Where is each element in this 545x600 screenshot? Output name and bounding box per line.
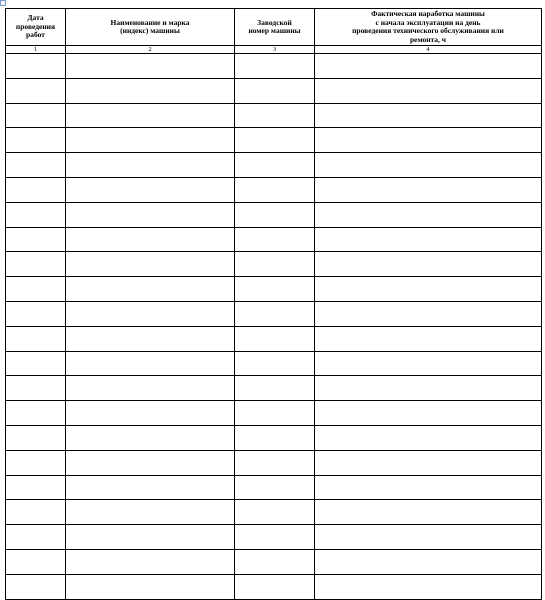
cell-machine-name[interactable] bbox=[66, 450, 235, 475]
cell-operating-hours[interactable] bbox=[315, 500, 542, 525]
cell-machine-name[interactable] bbox=[66, 401, 235, 426]
cell-operating-hours[interactable] bbox=[315, 326, 542, 351]
table-row bbox=[6, 54, 542, 79]
cell-serial-number[interactable] bbox=[235, 425, 315, 450]
cell-serial-number[interactable] bbox=[235, 450, 315, 475]
header-date: Дата проведения работ bbox=[6, 9, 66, 46]
cell-machine-name[interactable] bbox=[66, 54, 235, 79]
table-body bbox=[6, 54, 542, 600]
table-row bbox=[6, 153, 542, 178]
table-row bbox=[6, 425, 542, 450]
column-number: 4 bbox=[315, 46, 542, 54]
cell-date[interactable] bbox=[6, 128, 66, 153]
cell-date[interactable] bbox=[6, 277, 66, 302]
cell-operating-hours[interactable] bbox=[315, 128, 542, 153]
cell-operating-hours[interactable] bbox=[315, 153, 542, 178]
column-number: 1 bbox=[6, 46, 66, 54]
cell-machine-name[interactable] bbox=[66, 475, 235, 500]
cell-date[interactable] bbox=[6, 549, 66, 574]
cell-date[interactable] bbox=[6, 54, 66, 79]
cell-machine-name[interactable] bbox=[66, 78, 235, 103]
cell-machine-name[interactable] bbox=[66, 277, 235, 302]
cell-serial-number[interactable] bbox=[235, 351, 315, 376]
cell-machine-name[interactable] bbox=[66, 574, 235, 599]
cell-serial-number[interactable] bbox=[235, 301, 315, 326]
cell-serial-number[interactable] bbox=[235, 227, 315, 252]
cell-serial-number[interactable] bbox=[235, 54, 315, 79]
cell-date[interactable] bbox=[6, 177, 66, 202]
cell-operating-hours[interactable] bbox=[315, 376, 542, 401]
maintenance-log-table bbox=[5, 8, 542, 600]
table-row bbox=[6, 227, 542, 252]
cell-date[interactable] bbox=[6, 252, 66, 277]
cell-operating-hours[interactable] bbox=[315, 425, 542, 450]
table-row bbox=[6, 301, 542, 326]
cell-operating-hours[interactable] bbox=[315, 78, 542, 103]
cell-date[interactable] bbox=[6, 227, 66, 252]
header-row bbox=[6, 9, 542, 46]
cell-operating-hours[interactable] bbox=[315, 252, 542, 277]
header-machine-name: Наименование и марка (индекс) машины bbox=[66, 9, 235, 46]
cell-serial-number[interactable] bbox=[235, 78, 315, 103]
column-number-row bbox=[6, 46, 542, 54]
cell-serial-number[interactable] bbox=[235, 177, 315, 202]
cell-date[interactable] bbox=[6, 376, 66, 401]
cell-serial-number[interactable] bbox=[235, 549, 315, 574]
cell-machine-name[interactable] bbox=[66, 525, 235, 550]
cell-machine-name[interactable] bbox=[66, 351, 235, 376]
cell-serial-number[interactable] bbox=[235, 153, 315, 178]
cell-serial-number[interactable] bbox=[235, 277, 315, 302]
table-row bbox=[6, 177, 542, 202]
cell-operating-hours[interactable] bbox=[315, 351, 542, 376]
cell-date[interactable] bbox=[6, 301, 66, 326]
cell-operating-hours[interactable] bbox=[315, 227, 542, 252]
table-row bbox=[6, 574, 542, 599]
cell-date[interactable] bbox=[6, 475, 66, 500]
table-row bbox=[6, 351, 542, 376]
table-row bbox=[6, 78, 542, 103]
cell-operating-hours[interactable] bbox=[315, 450, 542, 475]
table-row bbox=[6, 500, 542, 525]
cell-date[interactable] bbox=[6, 103, 66, 128]
anchor-marker-icon bbox=[0, 0, 6, 6]
cell-date[interactable] bbox=[6, 450, 66, 475]
cell-serial-number[interactable] bbox=[235, 500, 315, 525]
cell-machine-name[interactable] bbox=[66, 128, 235, 153]
cell-serial-number[interactable] bbox=[235, 525, 315, 550]
cell-serial-number[interactable] bbox=[235, 376, 315, 401]
cell-machine-name[interactable] bbox=[66, 252, 235, 277]
table-row bbox=[6, 475, 542, 500]
cell-machine-name[interactable] bbox=[66, 326, 235, 351]
cell-operating-hours[interactable] bbox=[315, 202, 542, 227]
cell-operating-hours[interactable] bbox=[315, 277, 542, 302]
header-serial-number: Заводской номер машины bbox=[235, 9, 315, 46]
table-row bbox=[6, 401, 542, 426]
cell-operating-hours[interactable] bbox=[315, 475, 542, 500]
cell-date[interactable] bbox=[6, 401, 66, 426]
cell-serial-number[interactable] bbox=[235, 103, 315, 128]
header-operating-hours: Фактическая наработка машины с начала эксплуатации на день проведения технического обслуживания или ремонта, ч bbox=[315, 9, 542, 46]
cell-operating-hours[interactable] bbox=[315, 525, 542, 550]
cell-date[interactable] bbox=[6, 326, 66, 351]
cell-date[interactable] bbox=[6, 351, 66, 376]
cell-machine-name[interactable] bbox=[66, 153, 235, 178]
cell-operating-hours[interactable] bbox=[315, 401, 542, 426]
table-row bbox=[6, 326, 542, 351]
cell-operating-hours[interactable] bbox=[315, 549, 542, 574]
cell-serial-number[interactable] bbox=[235, 326, 315, 351]
cell-serial-number[interactable] bbox=[235, 475, 315, 500]
column-number: 3 bbox=[235, 46, 315, 54]
cell-machine-name[interactable] bbox=[66, 500, 235, 525]
cell-operating-hours[interactable] bbox=[315, 54, 542, 79]
cell-machine-name[interactable] bbox=[66, 301, 235, 326]
cell-date[interactable] bbox=[6, 78, 66, 103]
cell-machine-name[interactable] bbox=[66, 425, 235, 450]
cell-operating-hours[interactable] bbox=[315, 177, 542, 202]
cell-operating-hours[interactable] bbox=[315, 301, 542, 326]
cell-machine-name[interactable] bbox=[66, 202, 235, 227]
table-row bbox=[6, 376, 542, 401]
cell-serial-number[interactable] bbox=[235, 128, 315, 153]
table-row bbox=[6, 128, 542, 153]
cell-date[interactable] bbox=[6, 202, 66, 227]
column-number: 2 bbox=[66, 46, 235, 54]
cell-date[interactable] bbox=[6, 525, 66, 550]
cell-machine-name[interactable] bbox=[66, 227, 235, 252]
cell-date[interactable] bbox=[6, 574, 66, 599]
cell-machine-name[interactable] bbox=[66, 103, 235, 128]
cell-machine-name[interactable] bbox=[66, 376, 235, 401]
cell-operating-hours[interactable] bbox=[315, 574, 542, 599]
table-row bbox=[6, 103, 542, 128]
table-row bbox=[6, 525, 542, 550]
table-row bbox=[6, 549, 542, 574]
cell-serial-number[interactable] bbox=[235, 574, 315, 599]
table-row bbox=[6, 252, 542, 277]
cell-serial-number[interactable] bbox=[235, 401, 315, 426]
cell-machine-name[interactable] bbox=[66, 549, 235, 574]
cell-serial-number[interactable] bbox=[235, 202, 315, 227]
table-row bbox=[6, 450, 542, 475]
cell-date[interactable] bbox=[6, 153, 66, 178]
cell-serial-number[interactable] bbox=[235, 252, 315, 277]
cell-date[interactable] bbox=[6, 500, 66, 525]
table-row bbox=[6, 202, 542, 227]
cell-date[interactable] bbox=[6, 425, 66, 450]
cell-operating-hours[interactable] bbox=[315, 103, 542, 128]
table-row bbox=[6, 277, 542, 302]
cell-machine-name[interactable] bbox=[66, 177, 235, 202]
